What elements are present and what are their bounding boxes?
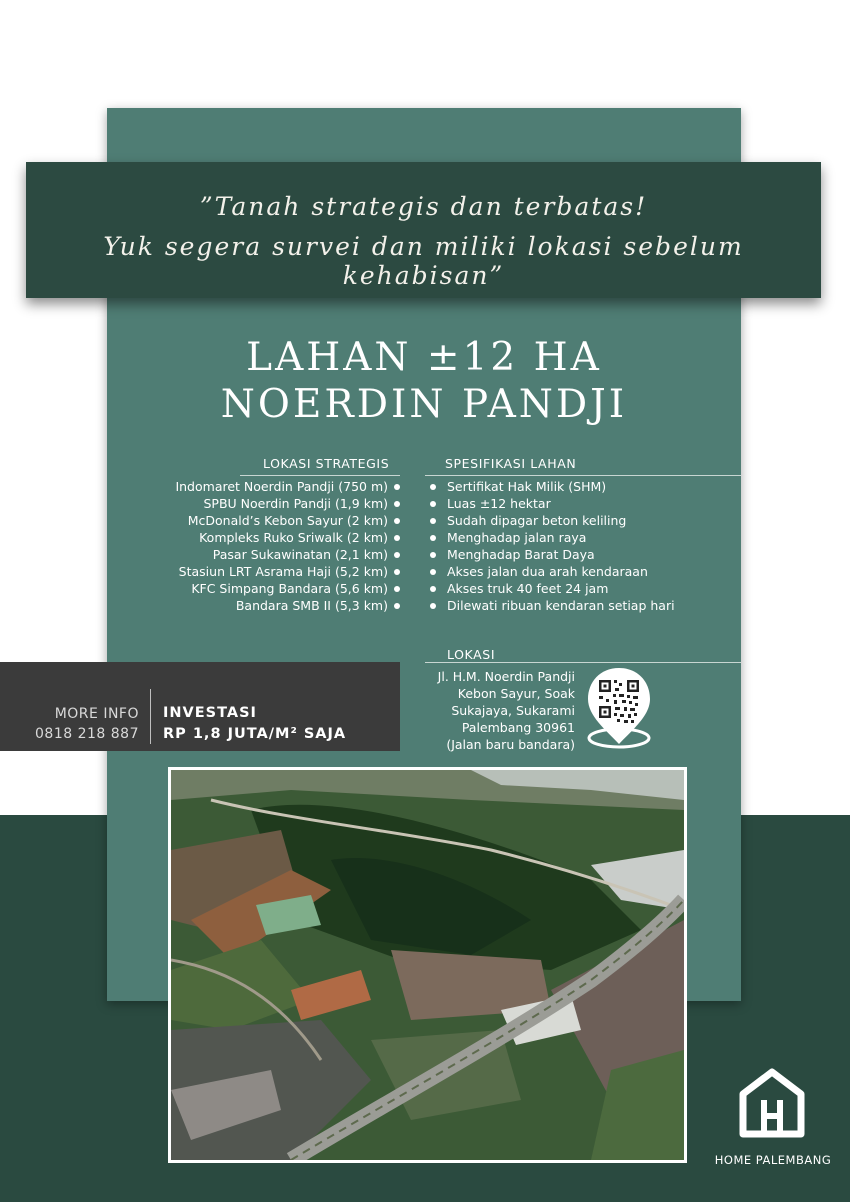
list-item: Sertifikat Hak Milik (SHM)	[430, 478, 730, 495]
address-line: Sukajaya, Sukarami	[451, 703, 575, 718]
list-item: Kompleks Ruko Sriwalk (2 km)	[110, 529, 400, 546]
spesifikasi-rule	[425, 475, 741, 476]
bullet-icon	[394, 552, 400, 558]
lokasi-strategis-rule	[240, 475, 400, 476]
title-line-1: LAHAN ±12 HA	[246, 335, 602, 380]
more-info-label: MORE INFO	[54, 706, 139, 722]
list-item: Indomaret Noerdin Pandji (750 m)	[110, 478, 400, 495]
bullet-icon	[430, 552, 436, 558]
spesifikasi-list	[430, 478, 730, 614]
list-item: McDonald’s Kebon Sayur (2 km)	[110, 512, 400, 529]
brand-name: HOME PALEMBANG	[714, 1153, 832, 1167]
bullet-icon	[394, 535, 400, 541]
qr-location-pin-icon[interactable]	[584, 666, 654, 752]
spesifikasi-heading: SPESIFIKASI LAHAN	[445, 456, 577, 471]
bullet-icon	[430, 518, 436, 524]
list-item: Pasar Sukawinatan (2,1 km)	[110, 546, 400, 563]
bullet-icon	[394, 501, 400, 507]
address-line: Jl. H.M. Noerdin Pandji	[437, 669, 575, 684]
list-item: Stasiun LRT Asrama Haji (5,2 km)	[110, 563, 400, 580]
list-item: Sudah dipagar beton keliling	[430, 512, 730, 529]
phone-number[interactable]: 0818 218 887	[35, 726, 139, 742]
lokasi-rule	[425, 662, 741, 663]
bullet-icon	[430, 569, 436, 575]
home-palembang-logo	[739, 1068, 805, 1138]
quote-line-1: ”Tanah strategis dan terbatas!	[199, 192, 648, 221]
bullet-icon	[430, 501, 436, 507]
bullet-icon	[394, 518, 400, 524]
bullet-icon	[394, 569, 400, 575]
list-item: Menghadap jalan raya	[430, 529, 730, 546]
address-line: (Jalan baru bandara)	[446, 737, 575, 752]
lokasi-heading: LOKASI	[447, 647, 496, 662]
address-line: Palembang 30961	[461, 720, 575, 735]
bullet-icon	[394, 484, 400, 490]
list-item: KFC Simpang Bandara (5,6 km)	[110, 580, 400, 597]
bullet-icon	[430, 603, 436, 609]
list-item: Akses jalan dua arah kendaraan	[430, 563, 730, 580]
quote-banner	[26, 162, 821, 298]
investasi-label: INVESTASI	[163, 705, 257, 721]
list-item: Akses truk 40 feet 24 jam	[430, 580, 730, 597]
bullet-icon	[430, 535, 436, 541]
aerial-photo	[168, 767, 687, 1163]
title-line-2: NOERDIN PANDJI	[220, 382, 628, 427]
investasi-price: RP 1,8 JUTA/M² SAJA	[163, 726, 347, 742]
address-block	[400, 668, 575, 753]
bullet-icon	[394, 586, 400, 592]
list-item: SPBU Noerdin Pandji (1,9 km)	[110, 495, 400, 512]
info-divider	[150, 689, 151, 744]
bullet-icon	[394, 603, 400, 609]
list-item: Luas ±12 hektar	[430, 495, 730, 512]
quote-line-2: Yuk segera survei dan miliki lokasi sebelum kehabisan”	[103, 232, 744, 290]
bullet-icon	[430, 586, 436, 592]
lokasi-strategis-list	[110, 478, 400, 614]
bullet-icon	[430, 484, 436, 490]
list-item: Dilewati ribuan kendaran setiap hari	[430, 597, 730, 614]
address-line: Kebon Sayur, Soak	[457, 686, 575, 701]
list-item: Bandara SMB II (5,3 km)	[110, 597, 400, 614]
lokasi-strategis-heading: LOKASI STRATEGIS	[263, 456, 390, 471]
list-item: Menghadap Barat Daya	[430, 546, 730, 563]
